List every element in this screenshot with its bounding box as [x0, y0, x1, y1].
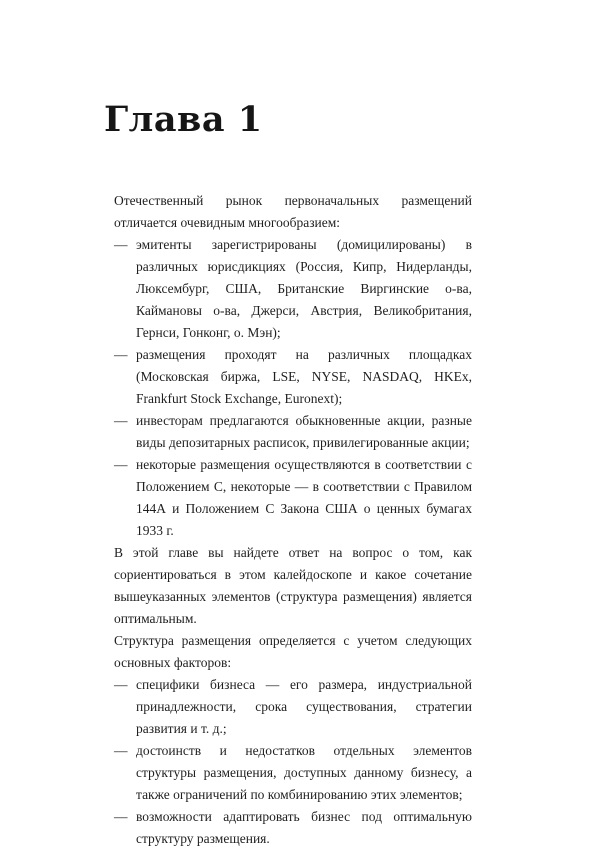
bullet-dash: — [114, 677, 128, 692]
bullet-dash: — [114, 457, 128, 472]
bullet-dash: — [114, 413, 128, 428]
intro-paragraph: Отечественный рынок первоначальных размещений отличается очевидным многообразием: [114, 193, 472, 230]
bullet-dash: — [114, 743, 128, 758]
list-item-text: специфики бизнеса — его размера, индустриальной принадлежности, срока существования, стратегии развития и т. д.; [136, 677, 472, 736]
list-item-text: возможности адаптировать бизнес под оптимальную структуру размещения. [136, 809, 472, 846]
list-item [114, 344, 472, 410]
paragraph-structure: Структура размещения определяется с учетом следующих основных факторов: [114, 633, 472, 670]
list-item [114, 806, 472, 850]
list-item [114, 674, 472, 740]
list-item [114, 234, 472, 344]
bullet-dash: — [114, 347, 128, 362]
list-item [114, 454, 472, 542]
list-item-text: некоторые размещения осуществляются в соответствии с Положением С, некоторые — в соответствии с Правилом 144А и Положением С Закона США о ценных бумагах 1933 г. [136, 457, 472, 538]
bullet-dash: — [114, 237, 128, 252]
list-item [114, 410, 472, 454]
list-item-text: достоинств и недостатков отдельных элементов структуры размещения, доступных данному бизнесу, а также ограничений по комбинированию этих элементов; [136, 743, 472, 802]
list-item-text: инвесторам предлагаются обыкновенные акции, разные виды депозитарных расписок, привилегированные акции; [136, 413, 472, 450]
body-text [114, 190, 472, 850]
chapter-title: Глава 1 [104, 99, 263, 140]
list-item-text: размещения проходят на различных площадках (Московская биржа, LSE, NYSE, NASDAQ, HKEx, Frankfurt Stock Exchange, Euronext); [136, 347, 472, 406]
paragraph-answer: В этой главе вы найдете ответ на вопрос о том, как сориентироваться в этом калейдоскопе и какое сочетание вышеуказанных элементов (структура размещения) является оптимальным. [114, 545, 472, 626]
list-item-text: эмитенты зарегистрированы (домицилированы) в различных юрисдикциях (Россия, Кипр, Нидерланды, Люксембург, США, Британские Виргинские о-ва, Каймановы о-ва, Джерси, Австрия, Великобритания, Гернси, Гонконг, о. Мэн); [136, 237, 472, 340]
bullet-dash: — [114, 809, 128, 824]
